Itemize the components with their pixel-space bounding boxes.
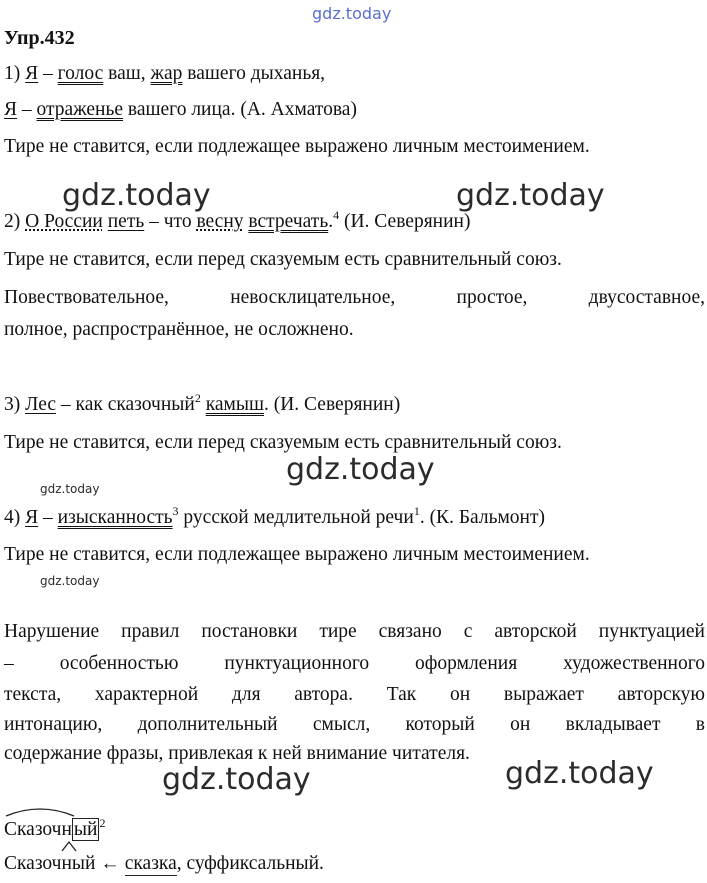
item-2-line: [4, 210, 470, 233]
arrow-icon: ←: [100, 853, 120, 874]
item-1-note: Тире не ставится, если подлежащее выражено личным местоимением.: [4, 136, 590, 157]
dash: –: [43, 63, 53, 84]
predicate-word: встречать: [248, 211, 329, 232]
text-fragment: вашего дыханья,: [187, 63, 326, 84]
ending-box: ый: [73, 819, 98, 840]
text-fragment: ваш,: [108, 63, 146, 84]
object-word: весну: [196, 211, 244, 232]
watermark: gdz.today: [286, 452, 435, 487]
footnote-mark: 2: [99, 816, 106, 830]
footnote-mark: 3: [172, 504, 179, 518]
item-4-note: Тире не ставится, если подлежащее выражено личным местоимением.: [4, 544, 590, 565]
item-4-line: [4, 506, 545, 529]
text-fragment: . (И. Северянин): [263, 394, 401, 415]
method-text: , суффиксальный.: [176, 853, 324, 874]
suffix-caret-icon: [61, 840, 81, 852]
footnote-mark: 2: [194, 391, 201, 405]
exercise-title: Упр.432: [4, 27, 75, 49]
subject-word: Я: [25, 63, 39, 84]
root-morpheme: [4, 818, 72, 841]
subject-word: петь: [107, 211, 145, 232]
predicate-word: голос: [57, 63, 104, 84]
text-fragment: – что: [149, 211, 192, 232]
item-1-line-1: [4, 62, 325, 85]
paragraph-line: содержание фразы, привлекая к ней внимание читателя.: [4, 743, 470, 764]
item-number: 2): [4, 211, 21, 232]
watermark-small: gdz.today: [40, 482, 100, 496]
subject-word: Лес: [25, 394, 57, 415]
suffix-part: [61, 852, 95, 875]
analysis-line-2: полное, распространённое, не осложнено.: [4, 319, 354, 340]
item-number: 3): [4, 394, 21, 415]
paragraph-line: – особенностью пунктуационного оформления художественного: [4, 653, 705, 674]
morphemic-analysis: [4, 818, 105, 841]
subject-word: Я: [4, 99, 18, 120]
suffix-text: ный: [61, 853, 96, 874]
item-number: 1): [4, 63, 21, 84]
watermark: gdz.today: [62, 178, 211, 213]
dash: –: [43, 507, 53, 528]
paragraph-line: текста, характерной для автора. Так он выражает авторскую: [4, 684, 705, 705]
paragraph-line: интонацию, дополнительный смысл, который он вкладывает в: [4, 714, 705, 735]
text-fragment: вашего лица. (А. Ахматова): [127, 99, 357, 120]
item-2-note: Тире не ставится, если перед сказуемым есть сравнительный союз.: [4, 249, 562, 270]
footnote-mark: 1: [413, 504, 420, 518]
watermark: gdz.today: [505, 756, 654, 791]
watermark-top: gdz.today: [312, 4, 392, 23]
object-word: О России: [25, 211, 103, 232]
paragraph-line: Нарушение правил постановки тире связано с авторской пунктуацией: [4, 621, 705, 642]
analysis-line-1: Повествовательное, невосклицательное, простое, двусоставное,: [4, 287, 705, 308]
item-1-line-2: [4, 98, 357, 121]
text-fragment: .: [328, 211, 334, 232]
predicate-word: отраженье: [36, 99, 124, 120]
predicate-word: камыш: [205, 394, 264, 415]
footnote-mark: 4: [333, 208, 340, 222]
text-fragment: русской медлительной речи: [183, 507, 414, 528]
word-formation: [4, 852, 324, 876]
author: (И. Северянин): [343, 211, 471, 232]
stem-part: Сказоч: [4, 853, 62, 874]
predicate-word: жар: [150, 63, 183, 84]
watermark: gdz.today: [456, 178, 605, 213]
item-3-line: [4, 393, 400, 416]
dash: –: [21, 99, 32, 120]
item-number: 4): [4, 507, 21, 528]
item-3-note: Тире не ставится, если перед сказуемым есть сравнительный союз.: [4, 432, 562, 453]
source-word: сказка: [125, 852, 177, 876]
root-text: Сказочн: [4, 819, 72, 840]
predicate-word: изысканность: [57, 507, 173, 528]
author: . (К. Бальмонт): [419, 507, 546, 528]
root-arc-icon: [4, 806, 84, 818]
watermark-small: gdz.today: [40, 574, 100, 588]
text-fragment: – как сказочный: [60, 394, 195, 415]
watermark: gdz.today: [162, 762, 311, 797]
subject-word: Я: [25, 507, 39, 528]
